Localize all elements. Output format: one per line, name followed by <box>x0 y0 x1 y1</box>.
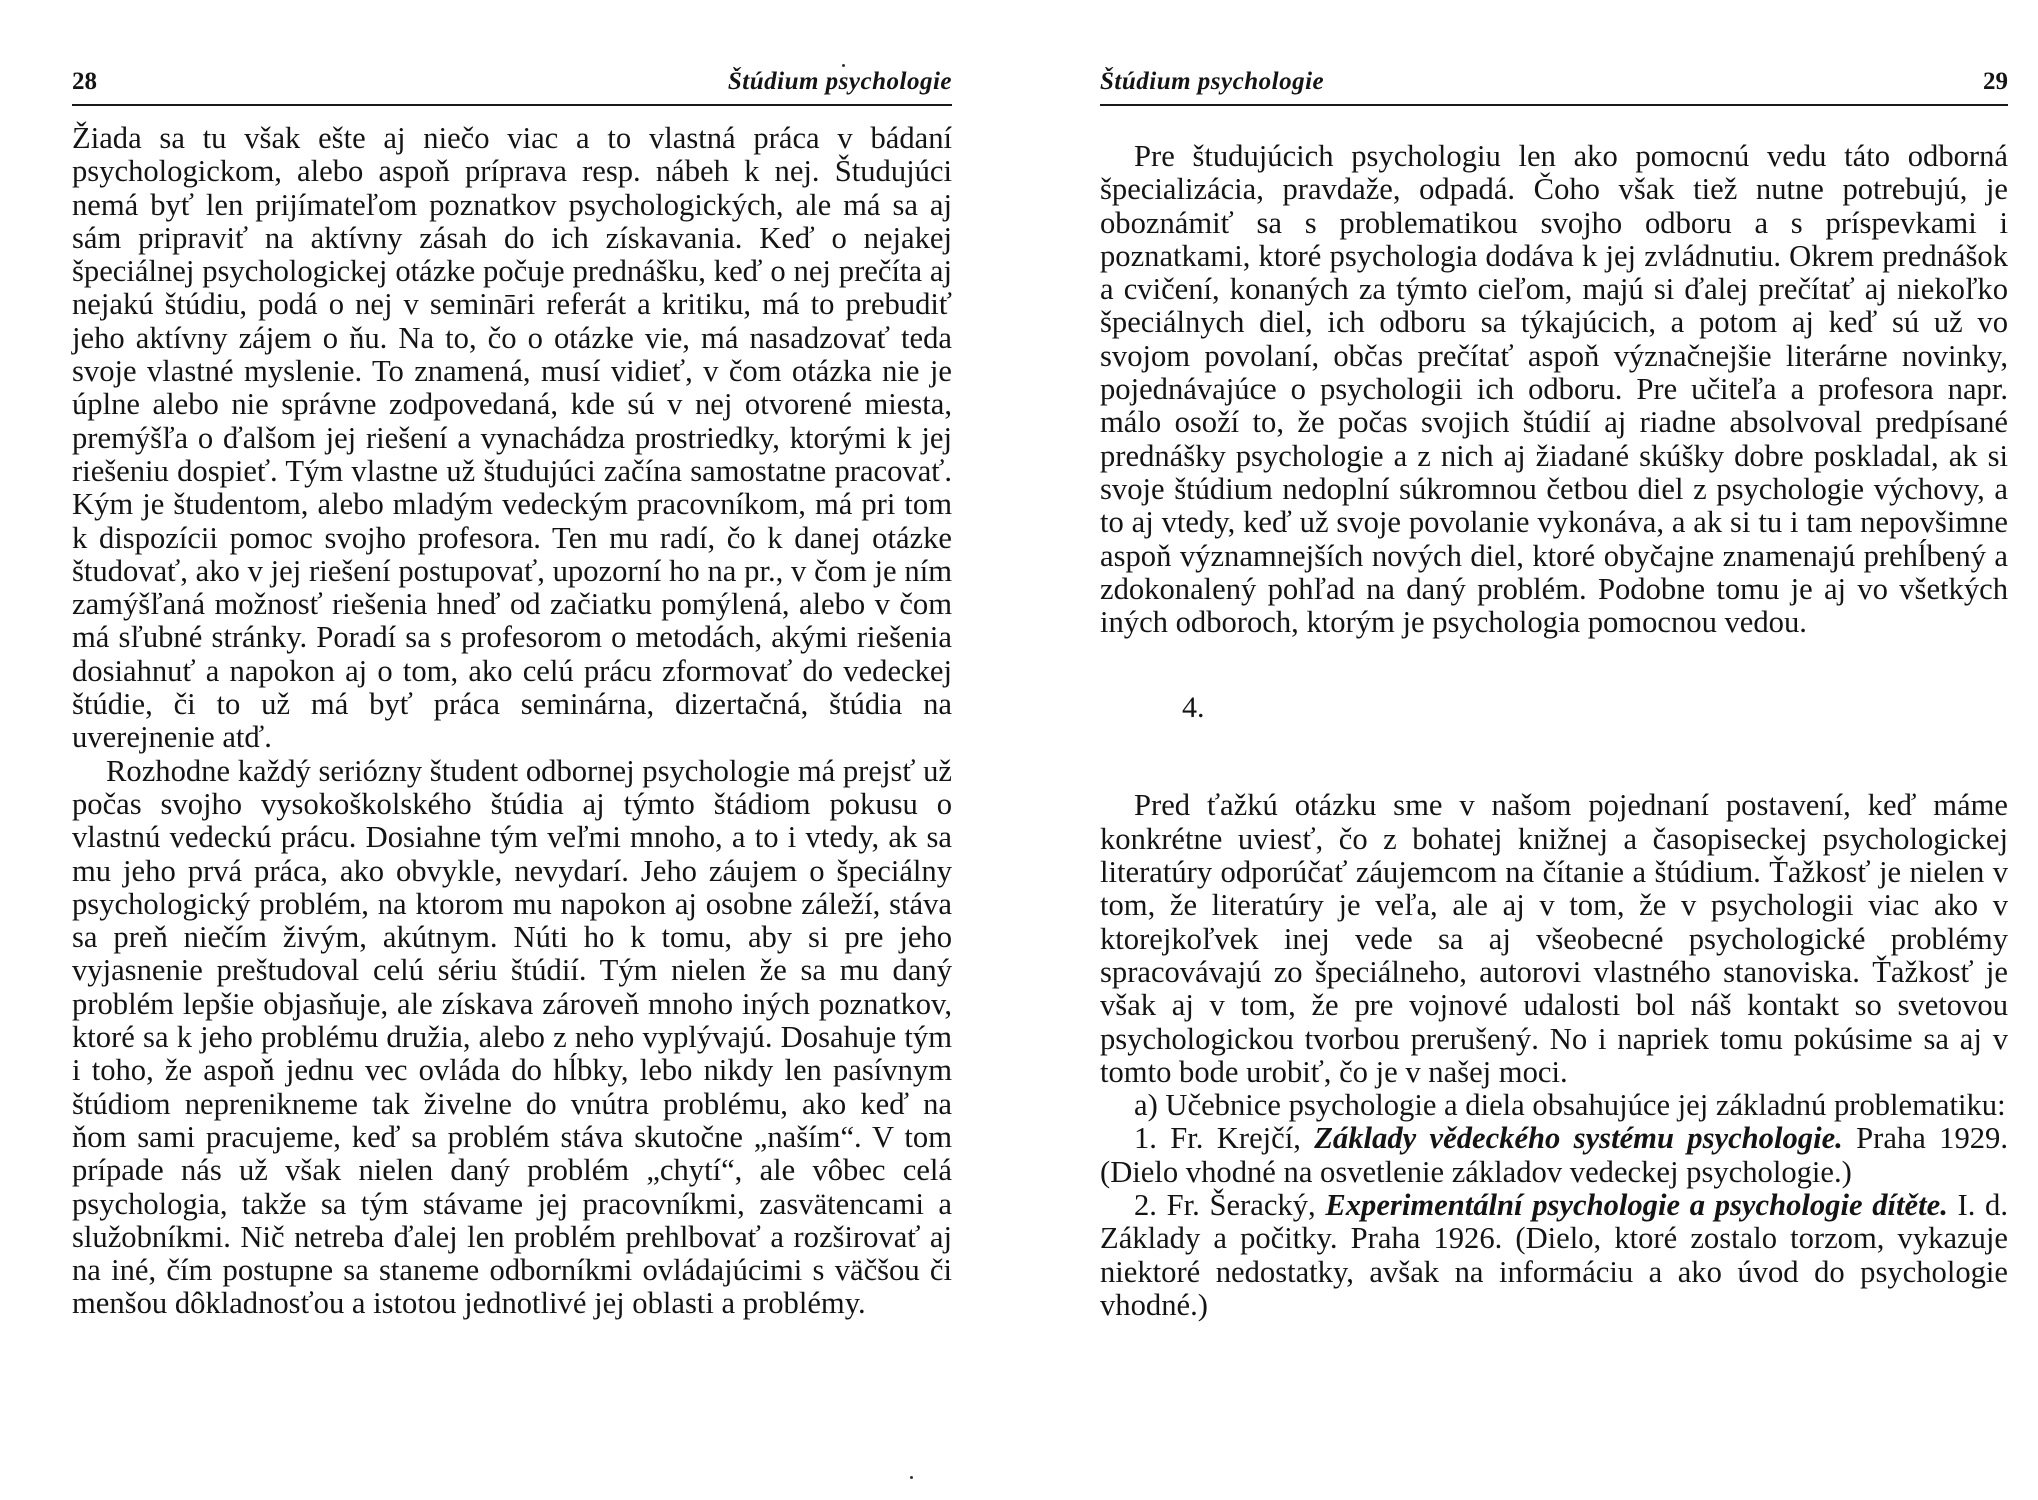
right-paragraph-1: Pre študujúcich psychologiu len ako pomocnú vedu táto odborná špecializácia, pravdaže, odpadá. Čoho však tiež nutne potrebujú, je oboznámiť sa s problematikou svojho odboru a s príspevkami i poznatkami, ktoré psychologia dodáva k jej zvládnutiu. Okrem prednášok a cvičení, konaných za týmto cieľom, majú si ďalej prečítať aj niekoľko špeciálnych diel, ich odboru sa týkajúcich, a potom aj keď sú už vo svojom povolaní, občas prečítať aspoň význačnejšie literárne novinky, pojednávajúce o psychologii ich odboru. Pre učiteľa a profesora napr. málo osoží to, že počas svojich štúdií aj riadne absolvoval predpísané prednášky psychologie a z nich aj žiadané skúšky dobre poskladal, ak si svoje štúdium nedoplní súkromnou četbou diel z psychologie výchovy, a to aj vtedy, keď už svoje povolanie vykonáva, a ak si tu i tam nepovšimne aspoň významnejších nových diel, ktoré obyčajne znamenajú prehĺbený a zdokonalený pohľad na daný problém. Podobne tomu je aj vo všetkých iných odboroch, ktorým je psychologia pomocnou vedou. <box>1100 139 2008 640</box>
print-speck <box>842 64 845 67</box>
left-paragraph-2: Rozhodne každý seriózny študent odbornej psychologie má prejsť už počas svojho vysokoškolského štúdia aj týmto štádiom pokusu o vlastnú vedeckú prácu. Dosiahne tým veľmi mnoho, a to i vtedy, ak sa mu jeho prvá práca, ako obvykle, nevydarí. Jeho záujem o špeciálny psychologický problém, na ktorom mu napokon aj osobne záleží, stáva sa preň niečím živým, akútnym. Núti ho k tomu, aby si pre jeho vyjasnenie preštudoval celú sériu štúdií. Tým nielen že sa mu daný problém lepšie objasňuje, ale získava zároveň mnoho iných poznatkov, ktoré sa k jeho problému družia, alebo z neho vyplývajú. Dosahuje tým i toho, že aspoň jednu vec ovláda do hĺbky, lebo nikdy len pasívnym štúdiom neprenikneme tak živelne do vnútra problému, ako keď na ňom sami pracujeme, keď sa problém stáva skutočne „naším“. V tom prípade nás už však nielen daný problém „chytí“, ale vôbec celá psychologia, takže sa tým stávame jej pracovníkmi, zasvätencami a služobníkmi. Nič netreba ďalej len problém prehlbovať a rozširovať aj na iné, čím postupne sa staneme odborníkmi ovládajúcimi s väčšou či menšou dôkladnosťou a istotou jednotlivé jej oblasti a problémy. <box>72 753 952 1321</box>
right-paragraph-3: a) Učebnice psychologie a diela obsahujúce jej základnú problematiku: <box>1134 1088 2006 1123</box>
bibliography-item-2 <box>1100 1189 2008 1322</box>
right-running-title: Štúdium psychologie <box>1100 68 1325 95</box>
section-number: 4. <box>1182 691 1205 725</box>
left-page-number: 28 <box>72 68 97 95</box>
bibliography-item-2-prefix: 2. Fr. Šeracký, <box>1134 1188 1326 1223</box>
bibliography-item-1-suffix: Praha 1929. (Dielo vhodné na osvetlenie základov vedeckej psychologie.) <box>1100 1121 2008 1189</box>
bibliography-item-2-suffix: I. d. Základy a počitky. Praha 1926. (Dielo, ktoré zostalo torzom, vykazuje niektoré nedostatky, avšak na informáciu a ako úvod do psychologie vhodné.) <box>1100 1188 2008 1322</box>
left-running-title: Štúdium psychologie <box>727 68 952 95</box>
left-paragraph-1: Žiada sa tu však ešte aj niečo viac a to vlastná práca v bádaní psychologickom, alebo aspoň príprava resp. nábeh k nej. Študujúci nemá byť len prijímateľom poznatkov psychologických, ale má sa aj sám pripraviť na aktívny zásah do ich získavania. Keď o nejakej špeciálnej psychologickej otázke počuje prednášku, keď o nej prečíta aj nejakú štúdiu, podá o nej v semināri referát a kritiku, má to prebudiť jeho aktívny zájem o ňu. Na to, čo o otázke vie, má nasadzovať teda svoje vlastné myslenie. To znamená, musí vidieť, v čom otázka nie je úplne alebo nie správne zodpovedaná, kde sú v nej otvorené miesta, premýšľa o ďalšom jej riešení a vynachádza prostriedky, ktorými k jej riešeniu dospieť. Tým vlastne už študujúci začína samostatne pracovať. Kým je študentom, alebo mladým vedeckým pracovníkom, má pri tom k dispozícii pomoc svojho profesora. Ten mu radí, čo k danej otázke študovať, ako v jej riešení postupovať, upozorní ho na pr., v čom je ním zamýšľaná možnosť riešenia hneď od začiatku pomýlená, alebo v čom má sľubné stránky. Poradí sa s profesorom o metodách, akými riešenia dosiahnuť a napokon aj o tom, ako celú prácu zformovať do vedeckej štúdie, či to už má byť práca seminárna, dizertačná, štúdia na uverejnenie atď. <box>72 121 952 755</box>
left-running-head <box>72 54 952 106</box>
bibliography-item-2-title: Experimentální psychologie a psychologie dítěte. <box>1325 1188 1948 1223</box>
bibliography-item-1 <box>1100 1122 2008 1189</box>
bibliography-item-1-prefix: 1. Fr. Krejčí, <box>1134 1121 1315 1156</box>
print-speck <box>910 1476 913 1479</box>
right-page-number: 29 <box>1983 68 2008 95</box>
left-body-text <box>72 122 952 1321</box>
right-body-text <box>1100 140 2008 1322</box>
bibliography-item-1-title: Základy vědeckého systému psychologie. <box>1314 1121 1843 1156</box>
right-paragraph-2: Pred ťažkú otázku sme v našom pojednaní postavení, keď máme konkrétne uviesť, čo z bohatej knižnej a časopiseckej psychologickej literatúry odporúčať záujemcom na čítanie a štúdium. Ťažkosť je nielen v tom, že literatúry je veľa, ale aj v tom, že v psychologii viac ako v ktorejkoľvek inej vede sa aj všeobecné psychologické problémy spracovávajú zo špeciálneho, autorovi vlastného stanoviska. Ťažkosť je však aj v tom, že pre vojnové udalosti bol náš kontakt so svetovou psychologickou tvorbou prerušený. No i napriek tomu pokúsime sa aj v tomto bode urobiť, čo je v našej moci. <box>1100 788 2008 1089</box>
right-running-head <box>1100 54 2008 106</box>
